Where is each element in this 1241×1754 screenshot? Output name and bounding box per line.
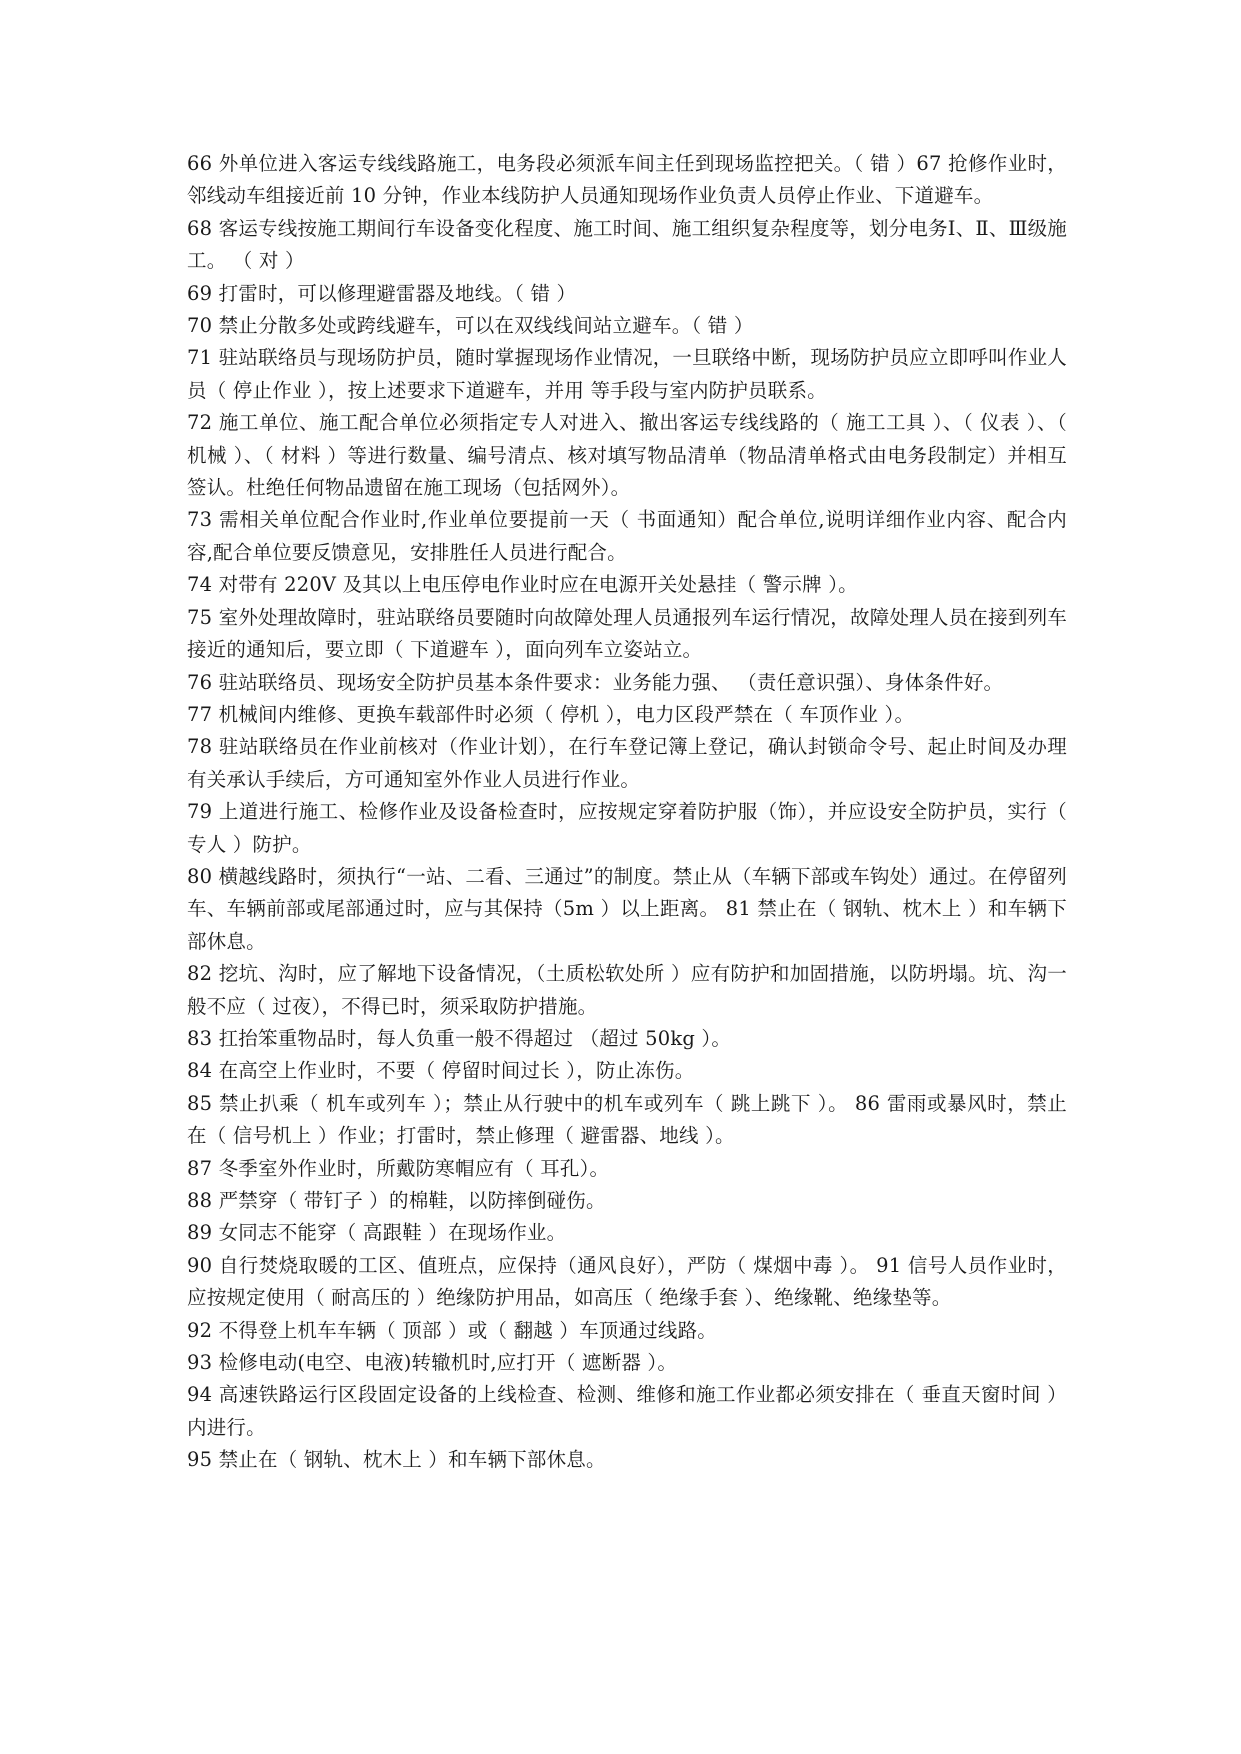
paragraph-78: 78 驻站联络员在作业前核对（作业计划），在行车登记簿上登记，确认封锁命令号、起止时间及办理有关承认手续后，方可通知室外作业人员进行作业。 xyxy=(187,735,1067,791)
paragraph-89: 89 女同志不能穿（ 高跟鞋 ）在现场作业。 xyxy=(187,1221,567,1245)
paragraph-88: 88 严禁穿（ 带钉子 ）的棉鞋，以防摔倒碰伤。 xyxy=(187,1189,606,1212)
paragraph-93: 93 检修电动(电空、电液)转辙机时,应打开（ 遮断器 ）。 xyxy=(187,1351,678,1375)
paragraph-68: 68 客运专线按施工期间行车设备变化程度、施工时间、施工组织复杂程度等，划分电务Ⅰ、Ⅱ、Ⅲ级施工。 （ 对 ） xyxy=(187,216,1067,273)
paragraph-82: 82 挖坑、沟时，应了解地下设备情况，（土质松软处所 ）应有防护和加固措施，以防坍塌。坑、沟一般不应（ 过夜），不得已时，须采取防护措施。 xyxy=(187,962,1067,1018)
document-body xyxy=(187,148,1067,1477)
paragraph-79: 79 上道进行施工、检修作业及设备检查时，应按规定穿着防护服（饰），并应设安全防护员，实行（ 专人 ）防护。 xyxy=(187,800,1067,856)
paragraph-76: 76 驻站联络员、现场安全防护员基本条件要求：业务能力强、 （责任意识强）、身体条件好。 xyxy=(187,670,1004,694)
paragraph-66-67: 66 外单位进入客运专线线路施工，电务段必须派车间主任到现场监控把关。（ 错 ）67 抢修作业时，邻线动车组接近前 10 分钟，作业本线防护人员通知现场作业负责人员停止作业、下道避车。 xyxy=(187,152,1067,208)
paragraph-87: 87 冬季室外作业时，所戴防寒帽应有（ 耳孔）。 xyxy=(187,1156,610,1180)
paragraph-90-91: 90 自行焚烧取暖的工区、值班点，应保持（通风良好），严防（ 煤烟中毒 ）。 91 信号人员作业时，应按规定使用（ 耐高压的 ）绝缘防护用品，如高压（ 绝缘手套 ）、绝缘靴、绝缘垫等。 xyxy=(187,1253,1067,1310)
paragraph-92: 92 不得登上机车车辆（ 顶部 ）或（ 翻越 ）车顶通过线路。 xyxy=(187,1318,718,1342)
paragraph-80-81: 80 横越线路时，须执行“一站、二看、三通过”的制度。禁止从（车辆下部或车钩处）通过。在停留列车、车辆前部或尾部通过时，应与其保持（5m ）以上距离。 81 禁止在（ 钢轨、枕木上 ）和车辆下部休息。 xyxy=(187,864,1067,953)
paragraph-74: 74 对带有 220V 及其以上电压停电作业时应在电源开关处悬挂（ 警示牌 ）。 xyxy=(187,573,858,597)
paragraph-77: 77 机械间内维修、更换车载部件时必须（ 停机 ），电力区段严禁在（ 车顶作业 ）。 xyxy=(187,702,915,726)
paragraph-85-86: 85 禁止扒乘（ 机车或列车 ）；禁止从行驶中的机车或列车（ 跳上跳下 ）。 86 雷雨或暴风时，禁止在（ 信号机上 ）作业；打雷时，禁止修理（ 避雷器、地线 ）。 xyxy=(187,1091,1067,1148)
paragraph-94: 94 高速铁路运行区段固定设备的上线检查、检测、维修和施工作业都必须安排在（ 垂直天窗时间 ）内进行。 xyxy=(187,1383,1067,1439)
paragraph-73: 73 需相关单位配合作业时,作业单位要提前一天（ 书面通知）配合单位,说明详细作业内容、配合内容,配合单位要反馈意见，安排胜任人员进行配合。 xyxy=(187,508,1067,564)
paragraph-75: 75 室外处理故障时，驻站联络员要随时向故障处理人员通报列车运行情况，故障处理人员在接到列车接近的通知后，要立即（ 下道避车 ），面向列车立姿站立。 xyxy=(187,605,1067,662)
paragraph-83: 83 扛抬笨重物品时，每人负重一般不得超过 （超过 50kg ）。 xyxy=(187,1026,732,1050)
paragraph-84: 84 在高空上作业时，不要（ 停留时间过长 ），防止冻伤。 xyxy=(187,1059,695,1083)
paragraph-95: 95 禁止在（ 钢轨、枕木上 ）和车辆下部休息。 xyxy=(187,1448,606,1472)
paragraph-69: 69 打雷时，可以修理避雷器及地线。（ 错 ） xyxy=(187,281,577,305)
paragraph-70: 70 禁止分散多处或跨线避车，可以在双线线间站立避车。（ 错 ） xyxy=(187,314,754,338)
paragraph-72: 72 施工单位、施工配合单位必须指定专人对进入、撤出客运专线线路的（ 施工工具 ）、（ 仪表 ）、（ 机械 ）、（ 材料 ）等进行数量、编号清点、核对填写物品清单（物品清单格式由电务段制定）并相互签认。杜绝任何物品遗留在施工现场（包括网外）。 xyxy=(187,411,1067,500)
paragraph-71: 71 驻站联络员与现场防护员，随时掌握现场作业情况，一旦联络中断，现场防护员应立即呼叫作业人员（ 停止作业 ），按上述要求下道避车，并用 等手段与室内防护员联系。 xyxy=(187,346,1067,402)
